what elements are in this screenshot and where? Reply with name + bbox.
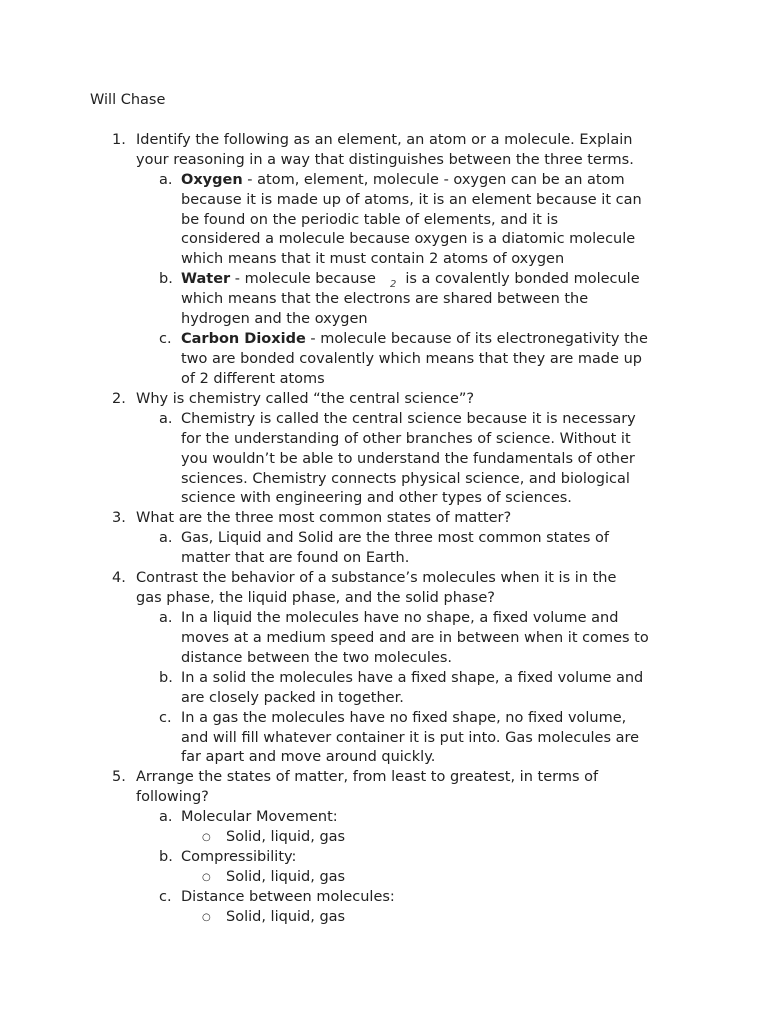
answer-text-line: science with engineering and other types of sciences.: [181, 490, 572, 507]
answer-text-line: considered a molecule because oxygen is a diatomic molecule: [181, 231, 636, 248]
answer-text-line: Gas, Liquid and Solid are the three most common states of: [181, 530, 609, 547]
answer-letter: c.: [159, 331, 172, 348]
answer-5c: [0, 888, 768, 908]
answer-term: Water: [181, 271, 231, 288]
answer-text-line: Chemistry is called the central science because it is necessary: [181, 410, 636, 427]
question-number: 2.: [112, 390, 126, 407]
question-number: 1.: [112, 131, 126, 148]
answer-letter: a.: [159, 171, 173, 188]
answer-text: - molecule because: [234, 271, 376, 288]
answer-text-line: for the understanding of other branches of science. Without it: [181, 430, 631, 447]
bullet-text: Solid, liquid, gas: [226, 868, 346, 885]
answer-text-line: In a liquid the molecules have no shape, a fixed volume and: [181, 609, 619, 626]
answer-text-line: hydrogen and the oxygen: [181, 311, 368, 328]
answer-1b: [0, 270, 768, 330]
answer-text-line: which means that it must contain 2 atoms of oxygen: [181, 251, 565, 268]
answer-text: is a covalently bonded molecule: [405, 271, 640, 288]
answer-5a: [0, 808, 768, 828]
answer-text-line: be found on the periodic table of elements, and it is: [181, 211, 559, 228]
bullet-5a: [0, 828, 768, 848]
answer-4b: [0, 669, 768, 709]
bullet-marker: ○: [202, 832, 211, 844]
answer-letter: b.: [159, 271, 173, 288]
answer-text-line: two are bonded covalently which means that they are made up: [181, 350, 643, 367]
answer-text-line: In a solid the molecules have a fixed shape, a fixed volume and: [181, 669, 644, 686]
answer-term: Carbon Dioxide: [181, 331, 306, 348]
document-body: [0, 91, 768, 928]
answer-first-line: [181, 270, 768, 290]
answer-4a: [0, 609, 768, 669]
question-text-line: Contrast the behavior of a substance’s molecules when it is in the: [136, 570, 617, 587]
question-text-line: gas phase, the liquid phase, and the solid phase?: [136, 590, 495, 607]
answer-letter: c.: [159, 888, 172, 905]
formula-subscript: 2: [389, 279, 397, 291]
answer-text-line: Compressibility:: [181, 849, 297, 866]
question-number: 3.: [112, 510, 126, 527]
question-1: [0, 131, 768, 171]
question-4: [0, 569, 768, 609]
question-5: [0, 768, 768, 808]
answer-first-line: [181, 171, 768, 191]
answer-text-line: distance between the two molecules.: [181, 649, 453, 666]
answer-text-line: because it is made up of atoms, it is an element because it can: [181, 191, 642, 208]
question-text-line: Arrange the states of matter, from least to greatest, in terms of: [136, 769, 599, 786]
answer-5b: [0, 848, 768, 868]
answer-term: Oxygen: [181, 171, 243, 188]
answer-text: - atom, element, molecule - oxygen can be an atom: [247, 171, 625, 188]
answer-text-line: Distance between molecules:: [181, 888, 395, 905]
answer-text-line: which means that the electrons are shared between the: [181, 291, 589, 308]
question-text-line: your reasoning in a way that distinguishes between the three terms.: [136, 151, 634, 168]
bullet-marker: ○: [202, 871, 211, 883]
answer-letter: b.: [159, 669, 173, 686]
bullet-5b: [0, 868, 768, 888]
answer-letter: a.: [159, 530, 173, 547]
answer-first-line: [181, 330, 768, 350]
answer-letter: b.: [159, 849, 173, 866]
question-2: [0, 390, 768, 410]
bullet-5c: [0, 908, 768, 928]
answer-text-line: far apart and move around quickly.: [181, 749, 436, 766]
question-text-line: Identify the following as an element, an atom or a molecule. Explain: [136, 131, 633, 148]
answer-letter: a.: [159, 609, 173, 626]
answer-4c: [0, 709, 768, 769]
answer-text-line: of 2 different atoms: [181, 370, 325, 387]
question-number: 4.: [112, 570, 126, 587]
answer-text-line: are closely packed in together.: [181, 689, 404, 706]
answer-3a: [0, 529, 768, 569]
answer-text-line: and will fill whatever container it is put into. Gas molecules are: [181, 729, 640, 746]
answer-letter: a.: [159, 410, 173, 427]
answer-text-line: In a gas the molecules have no fixed shape, no fixed volume,: [181, 709, 627, 726]
answer-1a: [0, 171, 768, 271]
bullet-marker: ○: [202, 911, 211, 923]
author-name: Will Chase: [90, 92, 166, 108]
bullet-text: Solid, liquid, gas: [226, 829, 346, 846]
answer-1c: [0, 330, 768, 390]
question-number: 5.: [112, 769, 126, 786]
answer-text-line: sciences. Chemistry connects physical science, and biological: [181, 470, 630, 487]
answer-text-line: Molecular Movement:: [181, 809, 338, 826]
answer-2a: [0, 410, 768, 510]
question-text-line: Why is chemistry called “the central science”?: [136, 390, 475, 407]
bullet-text: Solid, liquid, gas: [226, 908, 346, 925]
answer-text-line: moves at a medium speed and are in between when it comes to: [181, 629, 649, 646]
answer-text: - molecule because of its electronegativity the: [310, 331, 648, 348]
answer-letter: a.: [159, 809, 173, 826]
answer-text-line: matter that are found on Earth.: [181, 550, 410, 567]
question-text-line: following?: [136, 789, 209, 806]
answer-text-line: you wouldn’t be able to understand the fundamentals of other: [181, 450, 635, 467]
answer-letter: c.: [159, 709, 172, 726]
question-3: [0, 509, 768, 529]
question-text-line: What are the three most common states of matter?: [136, 510, 512, 527]
